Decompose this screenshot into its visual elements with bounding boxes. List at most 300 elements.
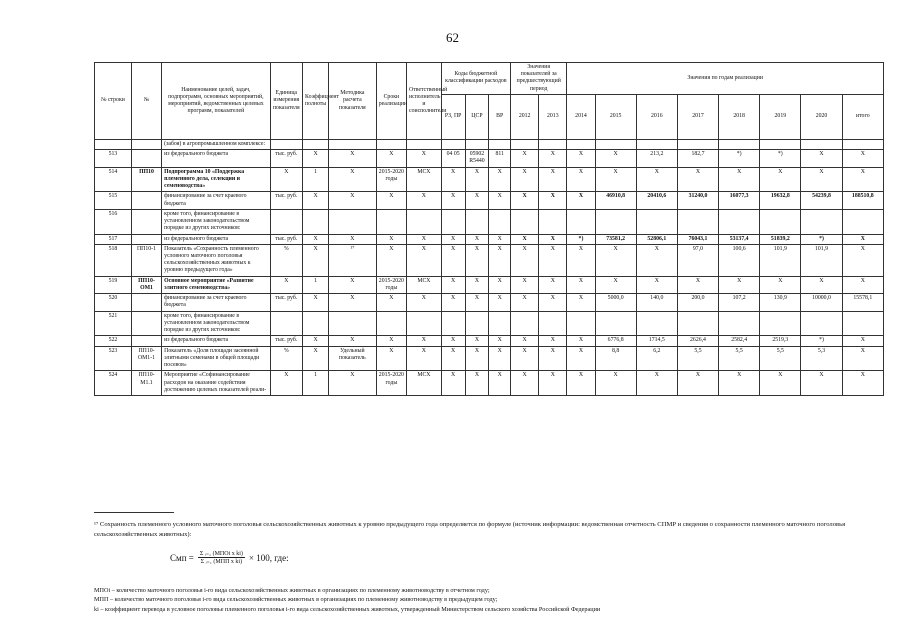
method-cell	[329, 311, 377, 336]
value-cell: X	[567, 346, 595, 371]
rz-cell: X	[441, 244, 465, 276]
rz-cell	[441, 209, 465, 234]
header-values-by-year: Значения по годам реализации	[567, 63, 884, 95]
row-number-cell: 518	[95, 244, 132, 276]
value-cell: 6776,8	[595, 336, 636, 346]
unit-cell: тыс. руб.	[270, 150, 303, 167]
code-cell	[131, 234, 161, 244]
value-cell	[801, 139, 842, 149]
table-row	[95, 276, 884, 293]
unit-cell: тыс. руб.	[270, 294, 303, 311]
header-code-vr: ВР	[489, 94, 511, 139]
value-cell	[595, 311, 636, 336]
header-budget-codes: Коды бюджетной классификации расходов	[441, 63, 510, 95]
method-cell: X	[329, 294, 377, 311]
responsible-cell: X	[407, 244, 442, 276]
header-year: 2015	[595, 94, 636, 139]
value-cell: X	[511, 150, 539, 167]
value-cell: 5,3	[801, 346, 842, 371]
value-cell	[842, 139, 883, 149]
terms-cell: X	[376, 336, 406, 346]
table-row	[95, 311, 884, 336]
vr-cell: 811	[489, 150, 511, 167]
vr-cell: X	[489, 276, 511, 293]
unit-cell: %	[270, 346, 303, 371]
value-cell: X	[539, 276, 567, 293]
value-cell: X	[842, 336, 883, 346]
csr-cell: X	[465, 294, 489, 311]
header-total: итого	[842, 94, 883, 139]
value-cell: X	[511, 346, 539, 371]
table-row	[95, 346, 884, 371]
header-prev-values: Значения показателей за предшествующий период	[511, 63, 567, 95]
table-row	[95, 167, 884, 192]
value-cell	[511, 209, 539, 234]
unit-cell: X	[270, 371, 303, 396]
code-cell: ПП10-ОМ1	[131, 276, 161, 293]
value-cell	[760, 209, 801, 234]
header-year: 2012	[511, 94, 539, 139]
value-cell	[511, 311, 539, 336]
value-cell	[677, 139, 718, 149]
unit-cell: тыс. руб.	[270, 336, 303, 346]
formula-definitions	[94, 586, 884, 614]
code-cell: ПП10-ОМ1-1	[131, 346, 161, 371]
definition-line: ki – коэффициент перевода в условное поголовье племенного поголовья i-го вида сельскохозяйственных животных, утвержденный Министерством сельского хозяйства Российской Федерации	[94, 605, 601, 613]
value-cell: 2582,4	[719, 336, 760, 346]
value-cell	[719, 311, 760, 336]
rz-cell	[441, 139, 465, 149]
rz-cell: X	[441, 234, 465, 244]
value-cell: X	[719, 167, 760, 192]
value-cell	[595, 139, 636, 149]
responsible-cell	[407, 139, 442, 149]
csr-cell: X	[465, 192, 489, 209]
header-responsible: Ответственный исполнитель и соисполнители	[407, 63, 442, 140]
name-cell: кроме того, финансирование в установленном законодательством порядке из других источников:	[162, 311, 270, 336]
header-code-csr: ЦСР	[465, 94, 489, 139]
table-row	[95, 371, 884, 396]
value-cell: X	[539, 192, 567, 209]
rz-cell: X	[441, 192, 465, 209]
value-cell: 101,9	[760, 244, 801, 276]
terms-cell: X	[376, 244, 406, 276]
value-cell: X	[539, 167, 567, 192]
value-cell: X	[539, 294, 567, 311]
method-cell: X	[329, 150, 377, 167]
value-cell: *)	[760, 150, 801, 167]
method-cell	[329, 209, 377, 234]
coef-cell: X	[303, 294, 329, 311]
responsible-cell: X	[407, 234, 442, 244]
name-cell: из федерального бюджета	[162, 234, 270, 244]
name-cell: Основное мероприятие «Развитие элитного семеноводства»	[162, 276, 270, 293]
vr-cell: X	[489, 346, 511, 371]
unit-cell: X	[270, 167, 303, 192]
value-cell: 97,0	[677, 244, 718, 276]
value-cell	[760, 311, 801, 336]
vr-cell	[489, 311, 511, 336]
value-cell: X	[636, 167, 677, 192]
terms-cell: X	[376, 346, 406, 371]
code-cell: ПП10	[131, 167, 161, 192]
coef-cell: 1	[303, 371, 329, 396]
value-cell: 52806,1	[636, 234, 677, 244]
vr-cell	[489, 209, 511, 234]
value-cell	[636, 139, 677, 149]
value-cell: 182,7	[677, 150, 718, 167]
vr-cell	[489, 139, 511, 149]
value-cell: 46910,8	[595, 192, 636, 209]
value-cell: X	[567, 371, 595, 396]
code-cell: ПП10-1	[131, 244, 161, 276]
coef-cell: X	[303, 336, 329, 346]
value-cell: 5000,0	[595, 294, 636, 311]
code-cell	[131, 336, 161, 346]
name-cell: из федерального бюджета	[162, 336, 270, 346]
rz-cell: X	[441, 336, 465, 346]
value-cell: X	[595, 371, 636, 396]
value-cell: X	[539, 234, 567, 244]
value-cell: 188510,8	[842, 192, 883, 209]
coef-cell: X	[303, 192, 329, 209]
code-cell	[131, 192, 161, 209]
responsible-cell: X	[407, 336, 442, 346]
value-cell: X	[842, 234, 883, 244]
value-cell: 6,2	[636, 346, 677, 371]
row-number-cell: 514	[95, 167, 132, 192]
responsible-cell	[407, 311, 442, 336]
table-row	[95, 192, 884, 209]
value-cell	[567, 311, 595, 336]
value-cell: X	[539, 346, 567, 371]
value-cell	[842, 209, 883, 234]
csr-cell	[465, 139, 489, 149]
name-cell: Показатель «Сохранность племенного условного маточного поголовья сельскохозяйственных животных к уровню предыдущего года»	[162, 244, 270, 276]
definition-line: МПП – количество маточного поголовья i-го вида сельскохозяйственных животных в организациях по племенному животноводству в предыдущем году;	[94, 596, 498, 604]
vr-cell: X	[489, 294, 511, 311]
csr-cell: X	[465, 167, 489, 192]
csr-cell	[465, 209, 489, 234]
coef-cell: X	[303, 244, 329, 276]
method-cell: X	[329, 336, 377, 346]
value-cell	[595, 209, 636, 234]
header-code-rz: РЗ, ПР	[441, 94, 465, 139]
terms-cell	[376, 311, 406, 336]
formula-fraction	[198, 550, 245, 565]
value-cell: X	[636, 276, 677, 293]
code-cell	[131, 150, 161, 167]
table-row	[95, 244, 884, 276]
formula-rhs: × 100, где:	[248, 552, 289, 563]
value-cell: 31240,0	[677, 192, 718, 209]
value-cell: X	[511, 336, 539, 346]
row-number-cell: 522	[95, 336, 132, 346]
coef-cell: X	[303, 234, 329, 244]
header-year: 2020	[801, 94, 842, 139]
formula	[170, 550, 289, 565]
rz-cell	[441, 311, 465, 336]
name-cell: финансирование за счет краевого бюджета	[162, 294, 270, 311]
rz-cell: X	[441, 346, 465, 371]
table-row	[95, 209, 884, 234]
value-cell: X	[567, 244, 595, 276]
value-cell: X	[801, 371, 842, 396]
value-cell: X	[567, 167, 595, 192]
value-cell: X	[719, 276, 760, 293]
row-number-cell: 513	[95, 150, 132, 167]
value-cell: X	[511, 244, 539, 276]
value-cell: X	[842, 150, 883, 167]
header-coef: Коэффициент полноты	[303, 63, 329, 140]
terms-cell: X	[376, 294, 406, 311]
value-cell: 73581,2	[595, 234, 636, 244]
value-cell	[760, 139, 801, 149]
value-cell	[842, 311, 883, 336]
code-cell	[131, 294, 161, 311]
value-cell	[567, 139, 595, 149]
value-cell: X	[801, 150, 842, 167]
value-cell: X	[539, 336, 567, 346]
value-cell: X	[511, 234, 539, 244]
header-terms: Сроки реализации	[376, 63, 406, 140]
value-cell: X	[595, 244, 636, 276]
unit-cell: тыс. руб.	[270, 192, 303, 209]
value-cell: X	[539, 371, 567, 396]
csr-cell: X	[465, 346, 489, 371]
vr-cell: X	[489, 244, 511, 276]
unit-cell: %	[270, 244, 303, 276]
value-cell: 130,9	[760, 294, 801, 311]
value-cell: *)	[801, 336, 842, 346]
header-no: №	[131, 63, 161, 140]
definition-line: МПОi – количество маточного поголовья i-го вида сельскохозяйственных животных в организациях по племенному животноводству в отчетном году;	[94, 587, 490, 594]
value-cell: *)	[719, 150, 760, 167]
method-cell: ¹⁷	[329, 244, 377, 276]
value-cell: 10000,0	[801, 294, 842, 311]
csr-cell: X	[465, 336, 489, 346]
value-cell: *)	[801, 234, 842, 244]
value-cell	[511, 139, 539, 149]
value-cell: X	[719, 371, 760, 396]
value-cell: X	[842, 276, 883, 293]
responsible-cell: МСХ	[407, 276, 442, 293]
value-cell	[719, 139, 760, 149]
value-cell: X	[511, 276, 539, 293]
csr-cell: 05902 R5440	[465, 150, 489, 167]
value-cell: 1714,5	[636, 336, 677, 346]
value-cell: X	[760, 276, 801, 293]
terms-cell: X	[376, 192, 406, 209]
method-cell: X	[329, 167, 377, 192]
unit-cell	[270, 139, 303, 149]
value-cell	[801, 209, 842, 234]
value-cell: 200,0	[677, 294, 718, 311]
value-cell: X	[677, 276, 718, 293]
method-cell: X	[329, 371, 377, 396]
csr-cell	[465, 311, 489, 336]
coef-cell: 1	[303, 276, 329, 293]
table-row	[95, 139, 884, 149]
header-year: 2017	[677, 94, 718, 139]
value-cell: 8,8	[595, 346, 636, 371]
coef-cell: X	[303, 346, 329, 371]
coef-cell	[303, 209, 329, 234]
value-cell: X	[636, 371, 677, 396]
page-number: 62	[446, 30, 459, 45]
value-cell: X	[801, 167, 842, 192]
value-cell: 5,5	[760, 346, 801, 371]
value-cell: 101,9	[801, 244, 842, 276]
unit-cell	[270, 311, 303, 336]
value-cell: X	[801, 276, 842, 293]
value-cell: X	[677, 167, 718, 192]
header-year: 2018	[719, 94, 760, 139]
responsible-cell: X	[407, 346, 442, 371]
value-cell: X	[760, 371, 801, 396]
value-cell: 51839,2	[760, 234, 801, 244]
responsible-cell: МСХ	[407, 371, 442, 396]
value-cell: X	[595, 276, 636, 293]
value-cell: 19632,8	[760, 192, 801, 209]
name-cell: Подпрограмма 10 «Поддержка племенного дела, селекции и семеноводства»	[162, 167, 270, 192]
value-cell: 107,2	[719, 294, 760, 311]
value-cell: X	[636, 244, 677, 276]
row-number-cell: 517	[95, 234, 132, 244]
name-cell: финансирование за счет краевого бюджета	[162, 192, 270, 209]
header-method: Методика расчета показателя	[329, 63, 377, 140]
value-cell	[636, 209, 677, 234]
name-cell: кроме того, финансирование в установленном законодательством порядке из других источников:	[162, 209, 270, 234]
value-cell: X	[677, 371, 718, 396]
rz-cell: X	[441, 167, 465, 192]
value-cell: 16077,3	[719, 192, 760, 209]
coef-cell: 1	[303, 167, 329, 192]
responsible-cell: X	[407, 150, 442, 167]
unit-cell	[270, 209, 303, 234]
value-cell	[677, 311, 718, 336]
value-cell: X	[567, 336, 595, 346]
row-number-cell: 515	[95, 192, 132, 209]
value-cell: 15578,1	[842, 294, 883, 311]
value-cell: 5,5	[719, 346, 760, 371]
value-cell: *)	[567, 234, 595, 244]
method-cell	[329, 139, 377, 149]
value-cell	[567, 209, 595, 234]
value-cell: X	[539, 150, 567, 167]
rz-cell: X	[441, 371, 465, 396]
header-year: 2014	[567, 94, 595, 139]
value-cell: 54239,8	[801, 192, 842, 209]
csr-cell: X	[465, 276, 489, 293]
formula-denominator: Σ ᵢ₌₁ (МПП x ki)	[200, 559, 243, 565]
table-row	[95, 150, 884, 167]
method-cell: X	[329, 192, 377, 209]
value-cell: X	[567, 192, 595, 209]
footnote-text: ¹⁷ Сохранность племенного условного маточного поголовья сельскохозяйственных животных к уровню предыдущего года определяется по формуле (источник информации: ведомственная отчетность СПМР и сведения о сохранности племенного маточного поголовья сельскохозяйственных животных):	[94, 521, 846, 538]
coef-cell	[303, 139, 329, 149]
header-year: 2016	[636, 94, 677, 139]
terms-cell: X	[376, 150, 406, 167]
unit-cell: тыс. руб.	[270, 234, 303, 244]
terms-cell: 2015-2020 годы	[376, 276, 406, 293]
value-cell: X	[511, 371, 539, 396]
footnote-separator	[94, 512, 174, 513]
name-cell: из федерального бюджета	[162, 150, 270, 167]
value-cell	[539, 209, 567, 234]
program-table	[94, 62, 884, 396]
value-cell: X	[595, 150, 636, 167]
row-number-cell: 520	[95, 294, 132, 311]
value-cell: X	[595, 167, 636, 192]
value-cell: X	[567, 276, 595, 293]
rz-cell: 04 05	[441, 150, 465, 167]
code-cell	[131, 209, 161, 234]
csr-cell: X	[465, 371, 489, 396]
vr-cell: X	[489, 167, 511, 192]
value-cell	[719, 209, 760, 234]
method-cell: Удельный показатель	[329, 346, 377, 371]
terms-cell	[376, 209, 406, 234]
row-number-cell	[95, 139, 132, 149]
formula-numerator: Σ ᵢ₌₁ (МПОi x ki)	[199, 551, 243, 557]
header-name: Наименование целей, задач, подпрограмм, основных мероприятий, мероприятий, ведомственных целевых программ, показателей	[162, 63, 270, 140]
value-cell: 213,2	[636, 150, 677, 167]
responsible-cell: X	[407, 294, 442, 311]
value-cell	[801, 311, 842, 336]
value-cell	[539, 311, 567, 336]
value-cell	[677, 209, 718, 234]
vr-cell: X	[489, 336, 511, 346]
value-cell: X	[511, 192, 539, 209]
terms-cell: 2015-2020 годы	[376, 371, 406, 396]
row-number-cell: 523	[95, 346, 132, 371]
value-cell: X	[511, 167, 539, 192]
value-cell: X	[567, 150, 595, 167]
terms-cell: X	[376, 234, 406, 244]
name-cell: Мероприятие «Софинансирование расходов на оказание содействия достижению целевых показателей реали-	[162, 371, 270, 396]
table-row	[95, 294, 884, 311]
value-cell: 5,5	[677, 346, 718, 371]
coef-cell	[303, 311, 329, 336]
name-cell: (забоя) в агропромышленном комплексе:	[162, 139, 270, 149]
header-row-no: № строки	[95, 63, 132, 140]
row-number-cell: 524	[95, 371, 132, 396]
rz-cell: X	[441, 276, 465, 293]
coef-cell: X	[303, 150, 329, 167]
value-cell: 2519,3	[760, 336, 801, 346]
code-cell	[131, 139, 161, 149]
value-cell: 76043,1	[677, 234, 718, 244]
unit-cell: X	[270, 276, 303, 293]
csr-cell: X	[465, 234, 489, 244]
table-row	[95, 336, 884, 346]
value-cell: X	[842, 244, 883, 276]
code-cell	[131, 311, 161, 336]
value-cell: X	[567, 294, 595, 311]
value-cell: 20410,6	[636, 192, 677, 209]
value-cell: X	[760, 167, 801, 192]
value-cell	[539, 139, 567, 149]
terms-cell: 2015-2020 годы	[376, 167, 406, 192]
header-unit: Единица измерения показателя	[270, 63, 303, 140]
table-row	[95, 234, 884, 244]
method-cell: X	[329, 276, 377, 293]
row-number-cell: 521	[95, 311, 132, 336]
vr-cell: X	[489, 234, 511, 244]
value-cell	[636, 311, 677, 336]
value-cell: 53137,4	[719, 234, 760, 244]
